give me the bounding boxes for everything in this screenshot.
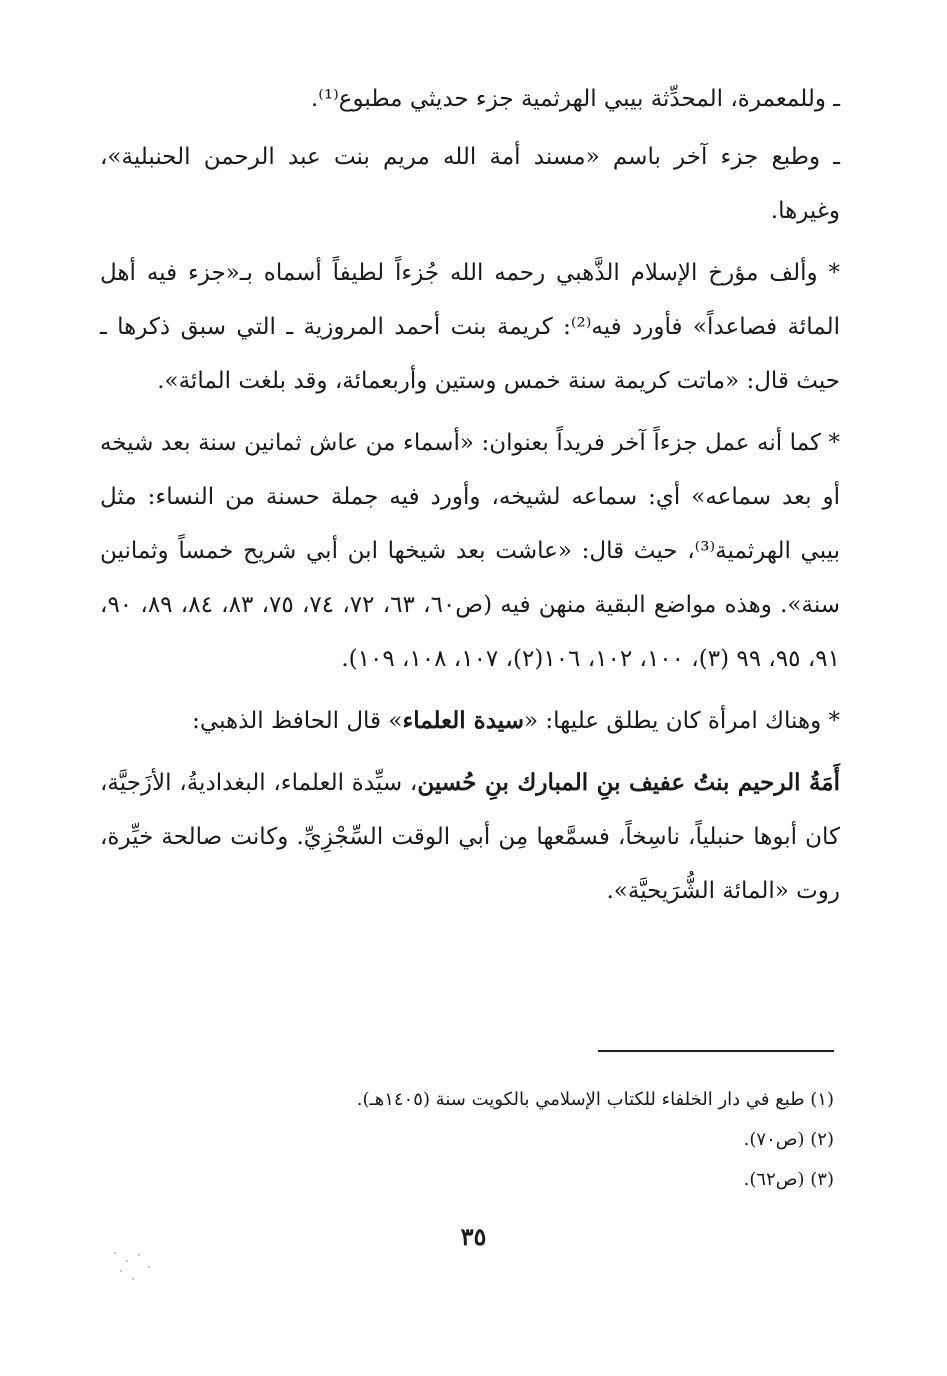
footnote-2: (٢) (ص٧٠). — [743, 1129, 834, 1150]
paragraph-eighty-years: * كما أنه عمل جزءاً آخر فريداً بعنوان: «أسماء من عاش ثمانين سنة بعد شيخه أو بعد سماعه» أي: سماعه لشيخه، وأورد فيه جملة حسنة من النساء: مثل بيبي الهرثمية⁽³⁾، حيث قال: «عاشت بعد شيخها ابن أبي شريح خمساً وثمانين سنة». وهذه مواضع البقية منهن فيه (ص٦٠، ٦٣، ٧٢، ٧٤، ٧٥، ٨٣، ٨٤، ٨٩، ٩٠، ٩١، ٩٥، ٩٩ (٣)، ١٠٠، ١٠٢، ١٠٦(٢)، ١٠٧، ١٠٨، ١٠٩). — [100, 430, 841, 672]
footnotes — [180, 1080, 834, 1200]
footnote-3: (٣) (ص٦٢). — [743, 1169, 834, 1190]
p5-text-start: * وهناك امرأة كان يطلق عليها: « — [524, 708, 840, 734]
paragraph-biography-quote — [100, 756, 840, 918]
p5-title-bold: سيدة العلماء — [402, 707, 525, 734]
p5-text-end: » قال الحافظ الذهبي: — [192, 708, 403, 734]
paragraph-sayyidat-al-ulama — [100, 694, 840, 748]
paragraph-printed-works-2: ـ وطبع جزء آخر باسم «مسند أمة الله مريم بنت عبد الرحمن الحنبلية»، وغيرها. — [100, 144, 840, 224]
footnote-separator — [598, 1050, 834, 1052]
footnote-1: (١) طبع في دار الخلفاء للكتاب الإسلامي بالكويت سنة (١٤٠٥هـ). — [356, 1089, 834, 1110]
biography-text: ، سيِّدة العلماء، البغداديةُ، الأزَجيَّة، كان أبوها حنبلياً، ناسِخاً، فسمَّعها مِن أبي الوقت السِّجْزِيِّ. وكانت صالحة خيِّرة، روت «المائة الشُّرَيحيَّة». — [100, 770, 840, 904]
paragraph-printed-works-1: ـ وللمعمرة، المحدِّثة بيبي الهرثمية جزء حديثي مطبوع⁽¹⁾. — [310, 86, 840, 112]
scan-specks — [108, 1248, 178, 1288]
paragraph-dhahabi-centenarians: * وألف مؤرخ الإسلام الذَّهبي رحمه الله جُزءاً لطيفاً أسماه بـ«جزء فيه أهل المائة فصاعداً» فأورد فيه⁽²⁾: كريمة بنت أحمد المروزية ـ التي سبق ذكرها ـ حيث قال: «ماتت كريمة سنة خمس وستين وأربعمائة، وقد بلغت المائة». — [100, 260, 840, 394]
page-number: ٣٥ — [460, 1222, 487, 1251]
main-text — [100, 72, 840, 926]
biography-name-bold: أَمَةُ الرحيم بنتُ عفيف بنِ المبارك بنِ حُسين — [417, 769, 840, 796]
